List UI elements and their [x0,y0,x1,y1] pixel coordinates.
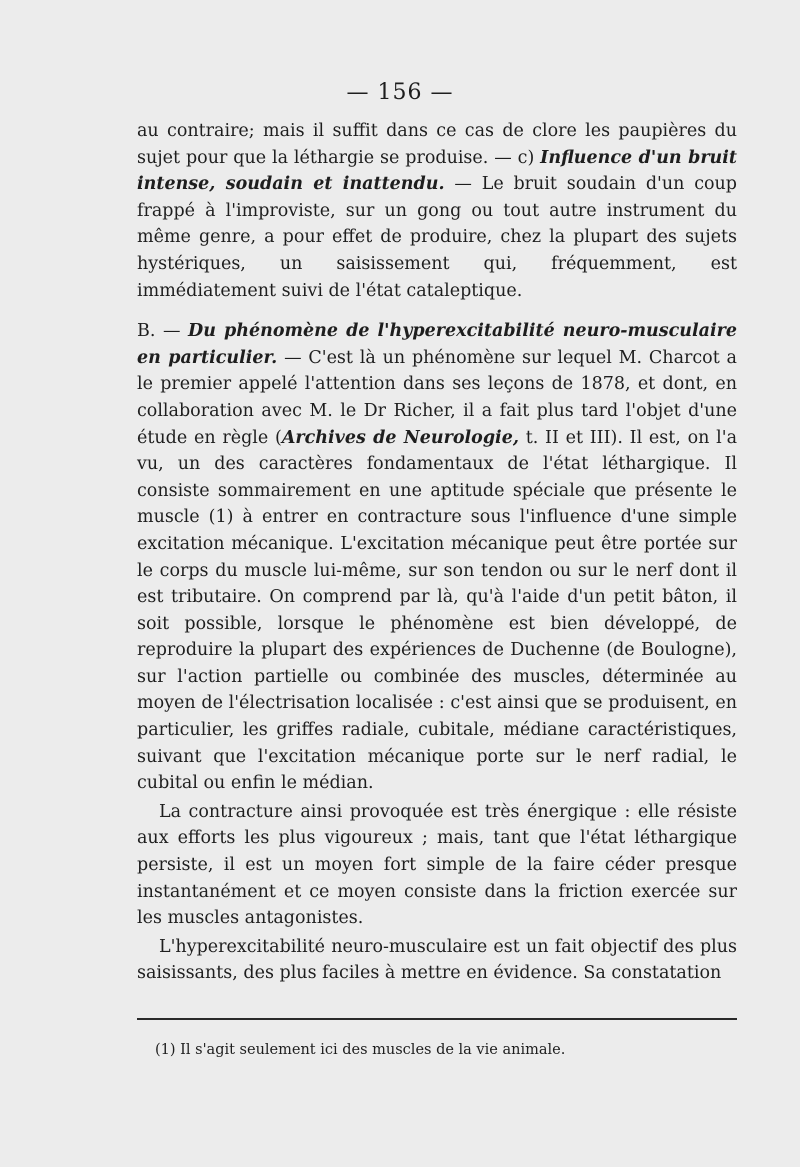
section-b-citation: Archives de Neurologie, [281,427,519,448]
paragraph-section-b [137,318,737,797]
section-b-text-b: t. II et III). Il est, on l'a vu, un des caractères fondamentaux de l'état léthargique. Il consiste sommairement en une aptitude spéciale que présente le muscle (1) à entrer en contracture sous l'influence d'une simple excitation mécanique. L'excitation mécanique peut être portée sur le corps du muscle lui-même, sur son tendon ou sur le nerf dont il est tributaire. On comprend par là, qu'à l'aide d'un petit bâton, il soit possible, lorsque le phénomène est bien développé, de reproduire la plupart des expériences de Duchenne (de Boulogne), sur l'action partielle ou combinée des muscles, déterminée au moyen de l'électrisation localisée : c'est ainsi que se produisent, en particulier, les griffes radiale, cubitale, médiane caractéristiques, suivant que l'excitation mécanique porte sur le nerf radial, le cubital ou enfin le médian. [137,427,738,794]
paragraph-4: L'hyperexcitabilité neuro-musculaire est un fait objectif des plus saisissants, des plus faciles à mettre en évidence. Sa constatation [137,936,737,984]
section-b-lead: B. — [137,321,189,342]
paragraph-1-italic-heading: Influence d'un bruit intense, soudain et inattendu. [137,147,737,195]
paragraph-1-text-a: au contraire; mais il suffit dans ce cas de clore les paupières du sujet pour que la léthargie se produise. — c) [137,121,737,168]
footnote-divider [137,1018,737,1020]
paragraph-1 [137,118,737,304]
section-b-text-a: — C'est là un phénomène sur lequel M. Charcot a le premier appelé l'attention dans ses leçons de 1878, et dont, en collaboration avec M. le Dr Richer, il a fait plus tard l'objet d'une étude en règle ( [137,347,737,448]
paragraph-3: La contracture ainsi provoquée est très énergique : elle résiste aux efforts les plus vigoureux ; mais, tant que l'état léthargique persiste, il est un moyen fort simple de la faire céder presque instantanément et ce moyen consiste dans la friction exercée sur les muscles antagonistes. [137,801,737,929]
page-number: — 156 — [346,80,454,105]
paragraph-1-text-b: — Le bruit soudain d'un coup frappé à l'improviste, sur un gong ou tout autre instrument du même genre, a pour effet de produire, chez la plupart des sujets hystériques, un saisissement qui, fréquemment, est immédiatement suivi de l'état cataleptique. [137,174,737,301]
footnote: (1) Il s'agit seulement ici des muscles de la vie animale. [155,1042,566,1058]
body-text [137,118,737,987]
section-b-heading: Du phénomène de l'hyperexcitabilité neuro-musculaire en particulier. [137,321,737,368]
